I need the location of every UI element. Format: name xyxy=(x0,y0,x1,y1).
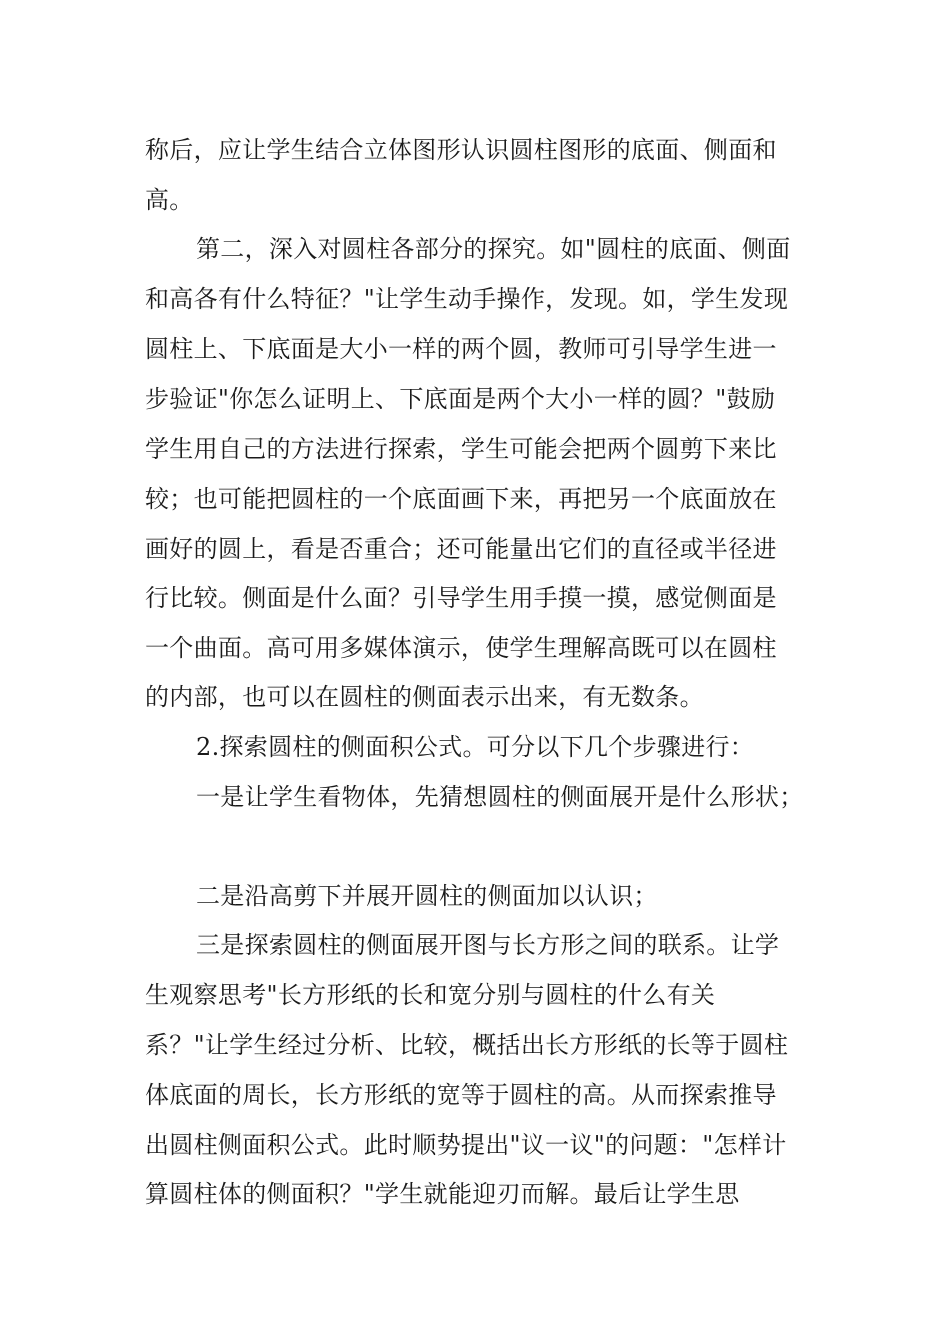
text-line: 较；也可能把圆柱的一个底面画下来，再把另一个底面放在 xyxy=(145,485,777,513)
text-line: 高。 xyxy=(145,186,194,214)
text-line: 体底面的周长，长方形纸的宽等于圆柱的高。从而探索推导 xyxy=(145,1081,777,1109)
text-line: 行比较。侧面是什么面？引导学生用手摸一摸，感觉侧面是 xyxy=(145,584,777,612)
text-line: 圆柱上、下底面是大小一样的两个圆，教师可引导学生进一 xyxy=(145,335,777,363)
text-line: 算圆柱体的侧面积？"学生就能迎刃而解。最后让学生思 xyxy=(145,1180,740,1208)
text-line: 画好的圆上，看是否重合；还可能量出它们的直径或半径进 xyxy=(145,535,777,563)
text-line: 学生用自己的方法进行探索，学生可能会把两个圆剪下来比 xyxy=(145,435,777,463)
step-one: 一是让学生看物体，先猜想圆柱的侧面展开是什么形状； xyxy=(196,783,804,811)
text-line: 步验证"你怎么证明上、下底面是两个大小一样的圆？"鼓励 xyxy=(145,385,776,413)
step-three: 三是探索圆柱的侧面展开图与长方形之间的联系。让学 xyxy=(196,931,780,959)
section-heading: 2.探索圆柱的侧面积公式。可分以下几个步骤进行： xyxy=(196,733,755,761)
text-line: 和高各有什么特征？"让学生动手操作，发现。如，学生发现 xyxy=(145,285,789,313)
text-line: 系？"让学生经过分析、比较，概括出长方形纸的长等于圆柱 xyxy=(145,1031,789,1059)
text-line: 称后，应让学生结合立体图形认识圆柱图形的底面、侧面和 xyxy=(145,136,777,164)
text-line: 出圆柱侧面积公式。此时顺势提出"议一议"的问题："怎样计 xyxy=(145,1131,787,1159)
text-line: 生观察思考"长方形纸的长和宽分别与圆柱的什么有关 xyxy=(145,981,716,1009)
step-two: 二是沿高剪下并展开圆柱的侧面加以认识； xyxy=(196,882,658,910)
text-line: 一个曲面。高可用多媒体演示，使学生理解高既可以在圆柱 xyxy=(145,634,777,662)
paragraph-start: 第二，深入对圆柱各部分的探究。如"圆柱的底面、侧面 xyxy=(196,235,791,263)
text-line: 的内部，也可以在圆柱的侧面表示出来，有无数条。 xyxy=(145,683,704,711)
